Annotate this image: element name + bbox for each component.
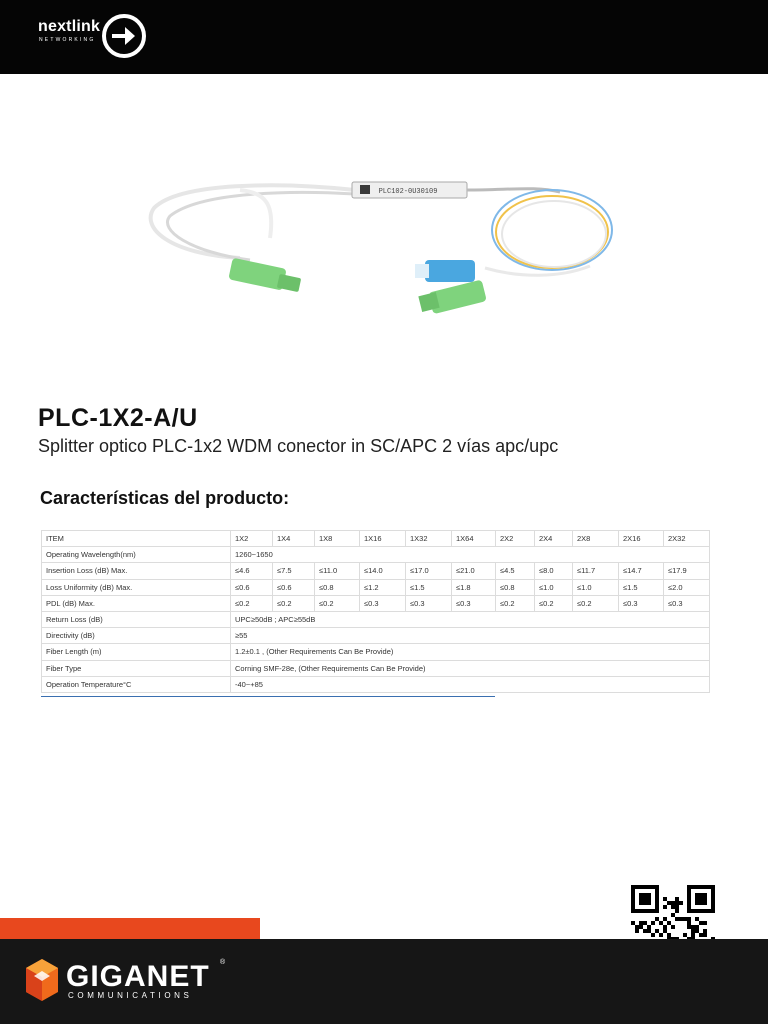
footer-bar — [0, 939, 768, 1024]
table-cell: ≤14.7 — [619, 563, 664, 579]
table-cell: ≤17.9 — [664, 563, 710, 579]
arrow-circle-icon — [98, 10, 146, 58]
table-cell: ≤11.7 — [573, 563, 619, 579]
table-row — [42, 611, 710, 627]
table-cell: ≤0.3 — [406, 595, 452, 611]
table-span-cell: ≥55 — [231, 628, 710, 644]
table-row — [42, 660, 710, 676]
table-row — [42, 628, 710, 644]
table-cell: ≤17.0 — [406, 563, 452, 579]
product-image — [140, 168, 630, 328]
table-cell: ≤1.5 — [406, 579, 452, 595]
table-cell: ≤1.2 — [360, 579, 406, 595]
table-cell: ≤0.2 — [535, 595, 573, 611]
nextlink-logo-text: nextlink — [38, 18, 101, 35]
table-span-cell: UPC≥50dB ; APC≥55dB — [231, 611, 710, 627]
table-cell: ≤1.8 — [452, 579, 496, 595]
table-header-cell: 2X2 — [496, 531, 535, 547]
row-label: Loss Uniformity (dB) Max. — [42, 579, 231, 595]
table-row — [42, 644, 710, 660]
product-label: PLC102-0U30109 — [378, 188, 438, 196]
table-cell: ≤2.0 — [664, 579, 710, 595]
row-label: PDL (dB) Max. — [42, 595, 231, 611]
table-cell: ≤4.5 — [496, 563, 535, 579]
table-row — [42, 579, 710, 595]
table-underline — [41, 696, 495, 697]
table-cell: ≤0.2 — [315, 595, 360, 611]
table-span-cell: 1260~1650 — [231, 547, 710, 563]
section-title: Características del producto: — [40, 488, 290, 508]
table-row — [42, 547, 710, 563]
table-row — [42, 676, 710, 692]
table-row — [42, 595, 710, 611]
table-cell: ≤21.0 — [452, 563, 496, 579]
registered-mark: ® — [220, 959, 226, 966]
table-cell: ≤0.6 — [273, 579, 315, 595]
table-span-cell: Corning SMF-28e, (Other Requirements Can Be Provide) — [231, 660, 710, 676]
spec-table-container — [41, 530, 709, 693]
spec-table — [41, 530, 710, 693]
hexagon-logo-icon — [24, 957, 60, 1003]
header-bar — [0, 0, 768, 74]
row-label: Operation Temperature°C — [42, 676, 231, 692]
table-cell: ≤0.2 — [496, 595, 535, 611]
table-cell: ≤0.2 — [573, 595, 619, 611]
product-subtitle: Splitter optico PLC-1x2 WDM conector in SC/APC 2 vías apc/upc — [38, 436, 559, 456]
table-cell: ≤1.5 — [619, 579, 664, 595]
table-header-cell: 1X64 — [452, 531, 496, 547]
row-label: Return Loss (dB) — [42, 611, 231, 627]
sc-upc-connector — [415, 260, 475, 282]
table-header-cell: 2X8 — [573, 531, 619, 547]
table-cell: ≤0.3 — [452, 595, 496, 611]
table-cell: ≤7.5 — [273, 563, 315, 579]
table-cell: ≤0.2 — [231, 595, 273, 611]
table-cell: ≤1.0 — [535, 579, 573, 595]
table-cell: ≤0.8 — [315, 579, 360, 595]
table-header-cell: 2X16 — [619, 531, 664, 547]
table-cell: ≤0.6 — [231, 579, 273, 595]
table-span-cell: -40~+85 — [231, 676, 710, 692]
row-label: Fiber Type — [42, 660, 231, 676]
table-header-cell: 2X32 — [664, 531, 710, 547]
table-row — [42, 563, 710, 579]
row-label: Operating Wavelength(nm) — [42, 547, 231, 563]
giganet-subtext: COMMUNICATIONS — [68, 991, 193, 1000]
table-cell: ≤1.0 — [573, 579, 619, 595]
sc-apc-connector-right — [418, 280, 486, 315]
table-cell: ≤8.0 — [535, 563, 573, 579]
table-header-cell: 2X4 — [535, 531, 573, 547]
table-header-cell: 1X16 — [360, 531, 406, 547]
nextlink-logo — [36, 10, 156, 64]
table-header-cell: 1X4 — [273, 531, 315, 547]
table-cell: ≤0.3 — [360, 595, 406, 611]
table-cell: ≤11.0 — [315, 563, 360, 579]
row-label: Fiber Length (m) — [42, 644, 231, 660]
nextlink-logo-subtext: NETWORKING — [39, 37, 96, 43]
table-cell: ≤4.6 — [231, 563, 273, 579]
row-label: Directivity (dB) — [42, 628, 231, 644]
sc-apc-connector-left — [228, 258, 301, 293]
table-cell: ≤14.0 — [360, 563, 406, 579]
table-cell: ≤0.2 — [273, 595, 315, 611]
giganet-brand: GIGANET — [66, 960, 210, 993]
product-title: PLC-1X2-A/U — [38, 404, 198, 432]
table-header-cell: 1X8 — [315, 531, 360, 547]
table-cell: ≤0.3 — [619, 595, 664, 611]
table-span-cell: 1.2±0.1 , (Other Requirements Can Be Provide) — [231, 644, 710, 660]
table-header-cell: ITEM — [42, 531, 231, 547]
footer-accent-bar — [0, 918, 260, 939]
table-cell: ≤0.8 — [496, 579, 535, 595]
row-label: Insertion Loss (dB) Max. — [42, 563, 231, 579]
table-header-cell: 1X32 — [406, 531, 452, 547]
table-cell: ≤0.3 — [664, 595, 710, 611]
table-header-row — [42, 531, 710, 547]
table-header-cell: 1X2 — [231, 531, 273, 547]
